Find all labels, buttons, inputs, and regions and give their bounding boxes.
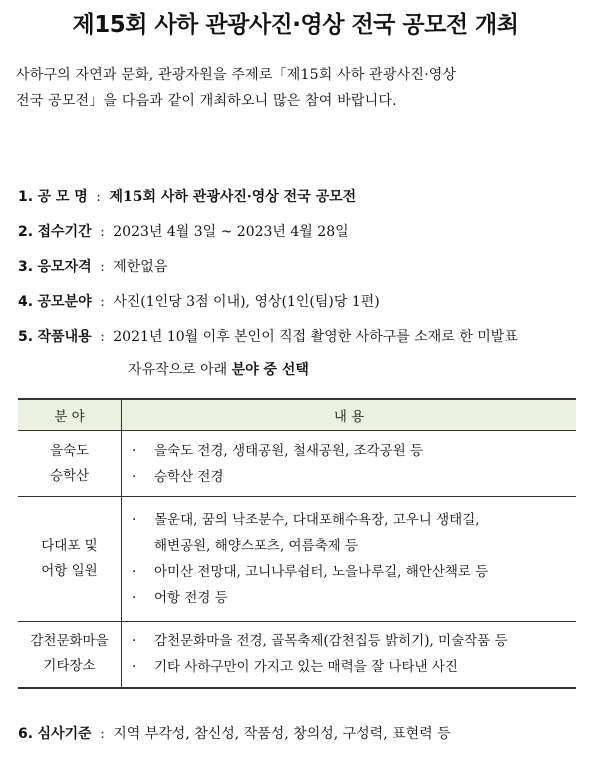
item-number: 5. bbox=[18, 329, 34, 345]
content-text: 을숙도 전경, 생태공원, 철새공원, 조각공원 등 bbox=[154, 442, 424, 459]
category-line: 감천문화마을 bbox=[30, 633, 109, 650]
item-eligibility bbox=[18, 256, 167, 276]
table-row bbox=[18, 622, 576, 688]
continued-text: 자유작으로 아래 bbox=[128, 362, 232, 378]
item-category bbox=[18, 291, 380, 311]
item-value: 사진(1인당 3점 이내), 영상(1인(팀)당 1편) bbox=[113, 294, 380, 310]
continued-bold-text: 분야 중 선택 bbox=[231, 362, 309, 378]
item-number: 2. bbox=[18, 224, 34, 240]
page-title: 제15회 사하 관광사진·영상 전국 공모전 개최 bbox=[72, 12, 519, 38]
content-line bbox=[132, 628, 576, 654]
content-line bbox=[132, 533, 576, 559]
category-cell bbox=[18, 431, 122, 497]
content-line bbox=[132, 438, 576, 464]
category-line: 을숙도 bbox=[49, 442, 90, 459]
table-row bbox=[18, 431, 576, 497]
separator: : bbox=[100, 224, 105, 240]
item-number: 3. bbox=[18, 259, 34, 275]
intro-line: 전국 공모전」을 다음과 같이 개최하오니 많은 참여 바랍니다. bbox=[16, 93, 397, 109]
item-label: 접수기간 bbox=[37, 224, 92, 240]
item-submission-period bbox=[18, 221, 349, 241]
content-text: 승학산 전경 bbox=[154, 468, 224, 485]
separator: : bbox=[100, 259, 105, 275]
content-line bbox=[132, 654, 576, 680]
category-table bbox=[18, 398, 576, 689]
bullet-mark: · bbox=[132, 590, 137, 606]
item-value: 지역 부각성, 참신성, 작품성, 창의성, 구성력, 표현력 등 bbox=[113, 726, 451, 742]
content-cell bbox=[122, 497, 577, 622]
separator: : bbox=[100, 329, 105, 345]
category-line: 승학산 bbox=[49, 467, 90, 484]
bullet-mark: · bbox=[132, 564, 137, 580]
item-value: 제15회 사하 관광사진·영상 전국 공모전 bbox=[109, 189, 357, 205]
item-value: 제한없음 bbox=[113, 259, 168, 275]
content-line bbox=[132, 464, 576, 490]
item-label: 작품내용 bbox=[37, 329, 92, 345]
content-text: 기타 사하구만이 가지고 있는 매력을 잘 나타낸 사진 bbox=[154, 659, 458, 676]
content-cell bbox=[122, 622, 577, 688]
separator: : bbox=[100, 726, 105, 742]
item-label: 응모자격 bbox=[37, 259, 92, 275]
bullet-mark: · bbox=[132, 659, 137, 676]
intro-line: 사하구의 자연과 문화, 관광자원을 주제로「제15회 사하 관광사진·영상 bbox=[16, 67, 457, 83]
table-header-row bbox=[18, 399, 576, 431]
bullet-mark: · bbox=[132, 633, 137, 650]
category-line: 기타장소 bbox=[43, 658, 96, 675]
content-text: 어항 전경 등 bbox=[154, 590, 228, 606]
content-text: 몰운대, 꿈의 낙조분수, 다대포해수욕장, 고우니 생태길, bbox=[154, 512, 480, 528]
intro-paragraph bbox=[16, 62, 576, 114]
item-judging-criteria bbox=[18, 723, 451, 743]
item-work-content-continued bbox=[128, 359, 309, 379]
category-cell bbox=[18, 497, 122, 622]
item-number: 4. bbox=[18, 294, 34, 310]
category-line: 어항 일원 bbox=[41, 563, 98, 579]
bullet-mark: · bbox=[132, 468, 137, 485]
bullet-mark: · bbox=[132, 442, 137, 459]
content-line bbox=[132, 585, 576, 611]
content-text: 감천문화마을 전경, 골목축제(감천집등 밝히기), 미술작품 등 bbox=[154, 633, 508, 650]
item-label: 공 모 명 bbox=[37, 189, 88, 205]
item-value: 2021년 10월 이후 본인이 직접 촬영한 사하구를 소재로 한 미발표 bbox=[113, 329, 518, 345]
separator: : bbox=[100, 294, 105, 310]
item-work-content bbox=[18, 326, 518, 346]
item-contest-name bbox=[18, 186, 356, 206]
content-line bbox=[132, 507, 576, 533]
content-text: 해변공원, 해양스포츠, 여름축제 등 bbox=[154, 538, 359, 554]
item-number: 1. bbox=[18, 189, 34, 205]
content-line bbox=[132, 559, 576, 585]
header-content: 내 용 bbox=[122, 399, 577, 431]
content-cell bbox=[122, 431, 577, 497]
item-number: 6. bbox=[18, 726, 34, 742]
bullet-mark: · bbox=[132, 512, 137, 528]
category-cell bbox=[18, 622, 122, 688]
table-row bbox=[18, 497, 576, 622]
item-label: 공모분야 bbox=[37, 294, 92, 310]
category-line: 다대포 및 bbox=[41, 538, 98, 554]
header-category: 분 야 bbox=[18, 399, 122, 431]
item-label: 심사기준 bbox=[37, 726, 92, 742]
content-text: 아미산 전망대, 고니나루쉼터, 노을나루길, 해안산책로 등 bbox=[154, 564, 489, 580]
item-value: 2023년 4월 3일 ~ 2023년 4월 28일 bbox=[113, 224, 349, 240]
separator: : bbox=[96, 189, 102, 205]
